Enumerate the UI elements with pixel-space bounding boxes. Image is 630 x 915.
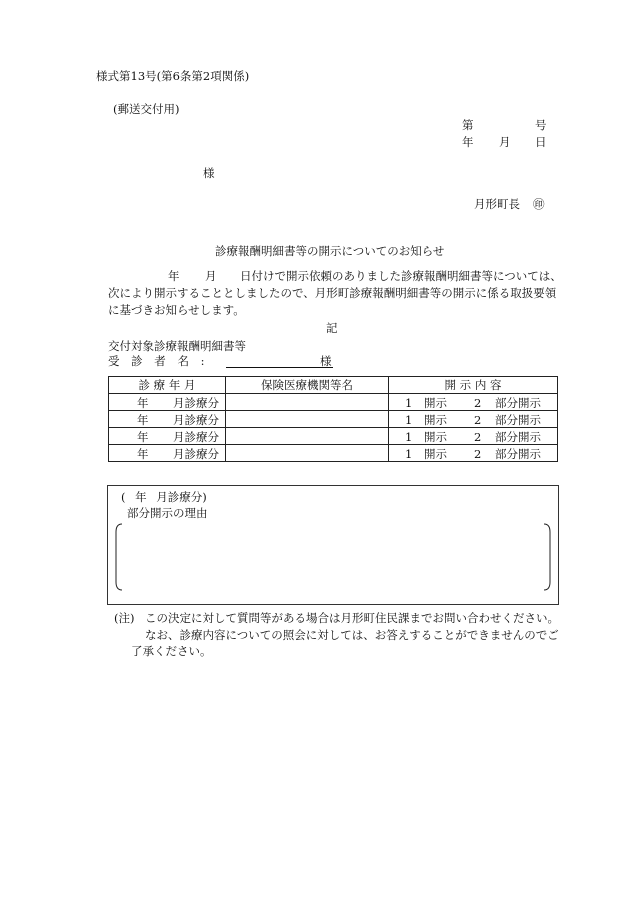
table-row (109, 394, 558, 411)
treatment-month-cell[interactable] (109, 445, 226, 462)
partial-reason-field[interactable] (132, 530, 532, 584)
patient-name-field[interactable] (226, 367, 333, 368)
patient-name-label: 受 診 者 名 : (108, 354, 209, 368)
partial-reason-label: 部分開示の理由 (127, 506, 208, 520)
doc-number-prefix: 第 (462, 118, 474, 132)
note-label: (注) (114, 611, 135, 625)
delivery-type: (郵送交付用) (113, 102, 180, 116)
option-partial[interactable]: 2 部分開示 (474, 413, 541, 427)
row-year: 年 (137, 447, 149, 461)
body-month: 月 (205, 269, 217, 283)
row-month: 月診療分 (173, 430, 219, 444)
option-partial[interactable]: 2 部分開示 (474, 430, 541, 444)
seal-mark: ㊞ (533, 197, 545, 211)
option-partial[interactable]: 2 部分開示 (474, 447, 541, 461)
note-line-3: 了承ください。 (131, 644, 212, 658)
body-line-1: 日付けで開示依頼のありました診療報酬明細書等については、 (240, 269, 562, 283)
issuer: 月形町長 (474, 197, 520, 211)
table-header-row (109, 377, 558, 394)
row-year: 年 (137, 430, 149, 444)
disclosure-cell[interactable] (389, 445, 558, 462)
row-month: 月診療分 (173, 396, 219, 410)
option-disclose[interactable]: 1 開示 (405, 413, 447, 427)
doc-number-suffix: 号 (535, 118, 547, 132)
date-day: 日 (535, 135, 547, 149)
table-row (109, 428, 558, 445)
institution-cell[interactable] (226, 394, 389, 411)
header-institution: 保険医療機関等名 (226, 377, 389, 394)
recipient-honorific: 様 (203, 166, 215, 180)
document-title: 診療報酬明細書等の開示についてのお知らせ (215, 244, 445, 258)
option-partial[interactable]: 2 部分開示 (474, 396, 541, 410)
ki-mark: 記 (326, 321, 338, 335)
treatment-month-cell[interactable] (109, 394, 226, 411)
row-month: 月診療分 (173, 447, 219, 461)
institution-cell[interactable] (226, 411, 389, 428)
note-line-2: なお、診療内容についての照会に対しては、お答えすることができませんのでご (145, 628, 559, 642)
table-row (109, 445, 558, 462)
treatment-month-cell[interactable] (109, 411, 226, 428)
disclosure-cell[interactable] (389, 394, 558, 411)
institution-cell[interactable] (226, 428, 389, 445)
header-disclosure: 開 示 内 容 (389, 377, 558, 394)
option-disclose[interactable]: 1 開示 (405, 396, 447, 410)
institution-cell[interactable] (226, 445, 389, 462)
target-heading: 交付対象診療報酬明細書等 (108, 339, 246, 353)
option-disclose[interactable]: 1 開示 (405, 430, 447, 444)
partial-period: ( 年 月診療分) (121, 490, 207, 504)
patient-honorific: 様 (320, 354, 332, 368)
disclosure-cell[interactable] (389, 428, 558, 445)
row-year: 年 (137, 413, 149, 427)
form-number: 様式第13号(第6条第2項関係) (96, 69, 250, 83)
date-month: 月 (499, 135, 511, 149)
option-disclose[interactable]: 1 開示 (405, 447, 447, 461)
body-line-3: に基づきお知らせします。 (108, 303, 245, 317)
table-row (109, 411, 558, 428)
date-year: 年 (462, 135, 474, 149)
records-table (108, 376, 558, 462)
disclosure-cell[interactable] (389, 411, 558, 428)
treatment-month-cell[interactable] (109, 428, 226, 445)
row-year: 年 (137, 396, 149, 410)
body-line-2: 次により開示することとしましたので、月形町診療報酬明細書等の開示に係る取扱要領 (108, 286, 557, 300)
header-treatment-month: 診 療 年 月 (109, 377, 226, 394)
body-year: 年 (168, 269, 180, 283)
row-month: 月診療分 (173, 413, 219, 427)
partial-disclosure-box (107, 485, 559, 605)
note-line-1: この決定に対して質問等がある場合は月形町住民課までお問い合わせください。 (145, 611, 559, 625)
